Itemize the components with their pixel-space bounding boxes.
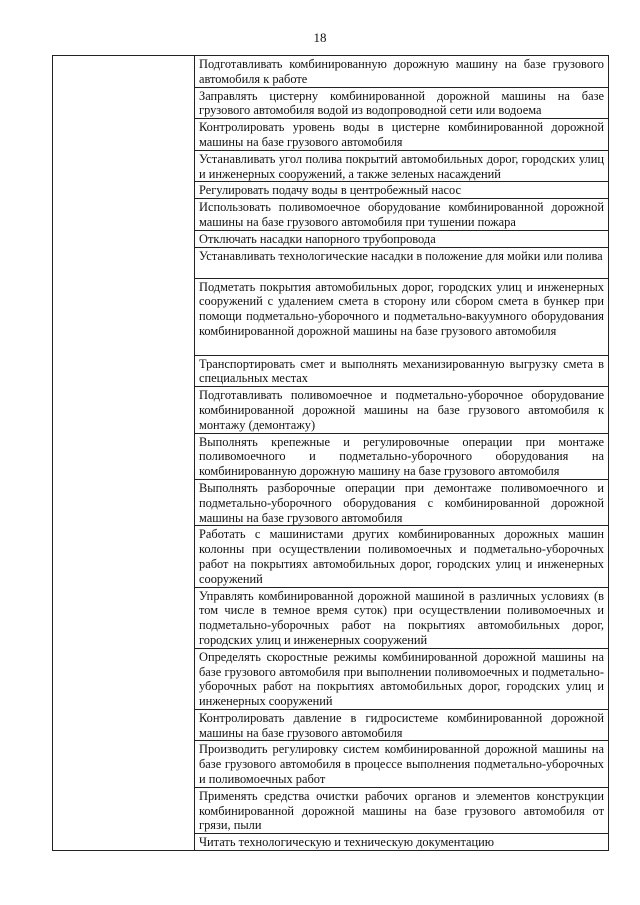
table-cell bbox=[195, 119, 609, 151]
table-row bbox=[53, 56, 609, 88]
table-cell bbox=[195, 587, 609, 648]
cell-text: Регулировать подачу воды в центробежный насос bbox=[199, 183, 462, 198]
cell-text: Использовать поливомоечное оборудование комбинированной дорожной машины на базе грузового автомобиля при тушении пожара bbox=[199, 200, 604, 229]
cell-text: Применять средства очистки рабочих органов и элементов конструкции комбинированной дорожной машины на базе грузового автомобиля от грязи, пыли bbox=[199, 788, 604, 833]
table-cell bbox=[195, 182, 609, 199]
cell-text: Отключать насадки напорного трубопровода bbox=[199, 231, 436, 246]
cell-text: Выполнять разборочные операции при демонтаже поливомоечного и подметально-уборочного оборудования с комбинированной дорожной машины на базе грузового автомобиля bbox=[199, 480, 604, 525]
table-cell bbox=[195, 247, 609, 278]
cell-text: Устанавливать технологические насадки в положение для мойки или полива bbox=[199, 248, 603, 263]
cell-text: Подметать покрытия автомобильных дорог, городских улиц и инженерных сооружений с удалением смета в сторону или сбором смета в бункер при помощи подметально-уборочного и подметально-вакуумного оборудования комбинированной дорожной машины на базе грузового автомобиля bbox=[199, 279, 604, 338]
skills-table bbox=[52, 55, 609, 851]
cell-text: Определять скоростные режимы комбинированной дорожной машины на базе грузового автомобиля при выполнении поливомоечных и подметально-уборочных работ на покрытиях автомобильных дорог, городских улиц и инженерных сооружений bbox=[199, 649, 604, 709]
page-number: 18 bbox=[313, 30, 327, 45]
table-cell bbox=[195, 87, 609, 119]
table-cell bbox=[195, 230, 609, 247]
cell-text: Устанавливать угол полива покрытий автомобильных дорог, городских улиц и инженерных сооружений, а также зеленых насаждений bbox=[199, 151, 604, 181]
table-cell bbox=[195, 355, 609, 387]
table-cell bbox=[195, 741, 609, 787]
cell-text: Управлять комбинированной дорожной машиной в различных условиях (в том числе в темное время суток) при осуществлении поливомоечных и подметально-уборочных работ на покрытиях автомобильных дорог, городских улиц и инженерных сооружений bbox=[199, 588, 604, 647]
table-cell bbox=[195, 787, 609, 833]
left-empty-cell bbox=[53, 56, 195, 851]
cell-text: Заправлять цистерну комбинированной дорожной машины на базе грузового автомобиля водой из водопроводной сети или водоема bbox=[199, 88, 604, 118]
cell-text: Контролировать уровень воды в цистерне комбинированной дорожной машины на базе грузового автомобиля bbox=[199, 120, 604, 149]
table-cell bbox=[195, 709, 609, 741]
table-cell bbox=[195, 648, 609, 709]
cell-text: Читать технологическую и техническую документацию bbox=[199, 835, 495, 850]
table-cell bbox=[195, 834, 609, 851]
cell-text: Подготавливать комбинированную дорожную машину на базе грузового автомобиля к работе bbox=[199, 57, 604, 86]
table-cell bbox=[195, 150, 609, 182]
cell-text: Производить регулировку систем комбинированной дорожной машины на базе грузового автомобиля в процессе выполнения подметально-уборочных и поливомоечных работ bbox=[199, 742, 604, 787]
cell-text: Выполнять крепежные и регулировочные операции при монтаже поливомоечного и подметально-уборочного оборудования на комбинированную дорожную машину на базе грузового автомобиля bbox=[199, 434, 604, 479]
table-cell bbox=[195, 479, 609, 525]
cell-text: Транспортировать смет и выполнять механизированную выгрузку смета в специальных местах bbox=[199, 356, 604, 386]
table-cell bbox=[195, 56, 609, 88]
table-cell bbox=[195, 387, 609, 433]
cell-text: Работать с машинистами других комбинированных дорожных машин колонны при осуществлении поливомоечных и подметально-уборочных работ на покрытиях автомобильных дорог, городских улиц и инженерных сооружений bbox=[199, 527, 604, 586]
cell-text: Контролировать давление в гидросистеме комбинированной дорожной машины на базе грузового автомобиля bbox=[199, 710, 604, 740]
cell-text: Подготавливать поливомоечное и подметально-уборочное оборудование комбинированной дорожной машины на базе грузового автомобиля к монтажу (демонтажу) bbox=[199, 388, 604, 432]
table-cell bbox=[195, 278, 609, 355]
table-cell bbox=[195, 199, 609, 231]
table-cell bbox=[195, 526, 609, 587]
table-cell bbox=[195, 433, 609, 479]
